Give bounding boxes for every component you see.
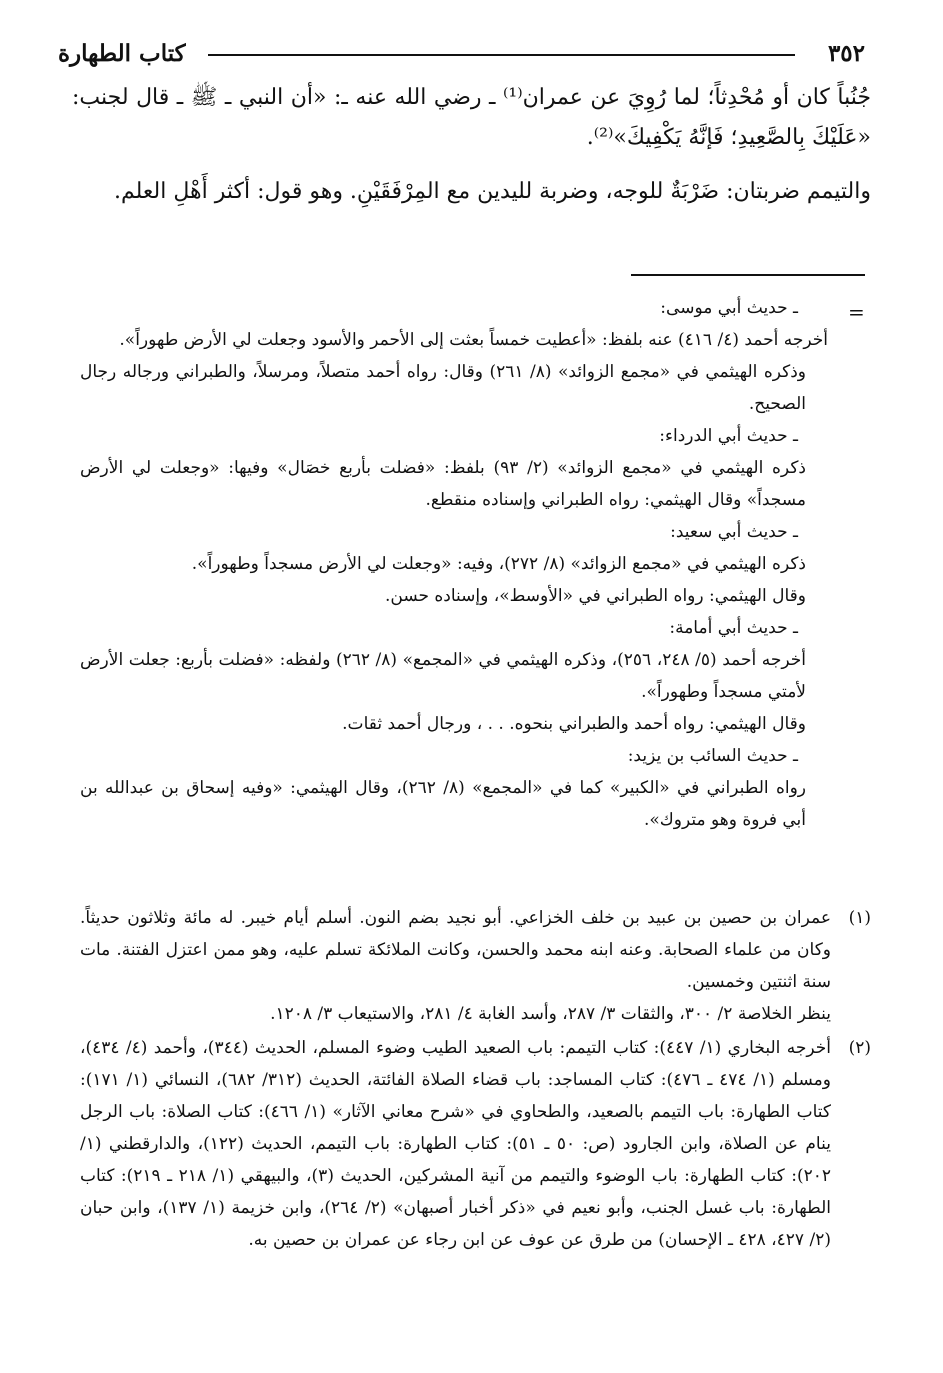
- footnote-references: ينظر الخلاصة ٢/ ٣٠٠، والثقات ٣/ ٢٨٧، وأسد الغابة ٤/ ٢٨١، والاستيعاب ٣/ ١٢٠٨.: [270, 1004, 831, 1024]
- footnote-subheading: ـ حديث أبي سعيد:: [670, 522, 798, 542]
- footnote-number: (٢): [848, 1038, 871, 1058]
- footnote-number: (١): [848, 908, 871, 928]
- footnote-text: عمران بن حصين بن عبيد بن خلف الخزاعي. أبو نجيد بضم النون. أسلم أيام خيبر. له مائة وثلاثون حديثاً. وكان من علماء الصحابة. وعنه ابنه محمد والحسن، وكانت الملائكة تسلم عليه، وهو ممن اعتزل الفتنة. مات سنة اثنتين وخمسين.: [80, 908, 831, 992]
- page-header: [58, 40, 865, 66]
- footnote-line: رواه الطبراني في «الكبير» كما في «المجمع» (٨/ ٢٦٢)، وقال الهيثمي: «وفيه إسحاق بن عبدالله بن أبي فروة وهو متروك».: [80, 778, 806, 830]
- footnote-2: [80, 1032, 871, 1256]
- footnote-separator: [631, 274, 865, 276]
- footnote-line: وقال الهيثمي: رواه أحمد والطبراني بنحوه. . . ، ورجال أحمد ثقات.: [342, 714, 806, 734]
- footnote-line: وقال الهيثمي: رواه الطبراني في «الأوسط»، وإسناده حسن.: [384, 586, 806, 606]
- header-rule: [208, 54, 795, 56]
- main-paragraph: جُنُباً كان أو مُحْدِثاً؛ لما رُوِيَ عن عمران⁽¹⁾ ـ رضي الله عنه ـ: «أن النبي ـ ﷺ ـ قال لجنب: «عَلَيْكَ بِالصَّعِيدِ؛ فَإنَّهُ يَكْفِيكَ»⁽²⁾.: [72, 85, 872, 150]
- main-paragraph: والتيمم ضربتان: ضَرْبَةٌ للوجه، وضربة لليدين مع المِرْفَقَيْنِ. وهو قول: أكثر أَهْلِ العلم.: [114, 179, 871, 204]
- footnote-continuation: [80, 292, 828, 836]
- footnote-text: أخرجه البخاري (١/ ٤٤٧): كتاب التيمم: باب الصعيد الطيب وضوء المسلم، الحديث (٣٤٤)، وأحمد (٤/ ٤٣٤)، ومسلم (١/ ٤٧٤ ـ ٤٧٦): كتاب المساجد: باب قضاء الصلاة الفائتة، الحديث (٣١٢/ ٦٨٢)، النسائي (١/ ١٧١): كتاب الطهارة: باب التيمم بالصعيد، والطحاوي في «شرح معاني الآثار» (١/ ٤٦٦): كتاب الصلاة: باب الرجل ينام عن الصلاة، وابن الجارود (ص: ٥٠ ـ ٥١): كتاب الطهارة: باب التيمم، الحديث (١٢٢)، والدارقطني (١/ ٢٠٢): كتاب الطهارة: باب الوضوء والتيمم من آنية المشركين، الحديث (٣)، والبيهقي (١/ ٢١٨ ـ ٢١٩): كتاب الطهارة: باب غسل الجنب، وأبو نعيم في «ذكر أخبار أصبهان» (٢/ ٢٦٤)، وابن خزيمة (١/ ١٣٧)، وابن حبان (٢/ ٤٢٧، ٤٢٨ ـ الإحسان) من طرق عن عوف عن ابن رجاء عن عمران بن حصين به.: [80, 1038, 832, 1250]
- continuation-marker: =: [848, 300, 865, 324]
- footnote-line: وذكره الهيثمي في «مجمع الزوائد» (٨/ ٢٦١) وقال: رواه أحمد متصلاً، ومرسلاً، والطبراني ورجاله رجال الصحيح.: [80, 362, 807, 414]
- footnote-line: أخرجه أحمد (٤/ ٤١٦) عنه بلفظ: «أعطيت خمساً بعثت إلى الأحمر والأسود وجعلت لي الأرض طهوراً».: [119, 330, 828, 350]
- footnote-subheading: ـ حديث أبي أمامة:: [669, 618, 798, 638]
- footnote-subheading: ـ حديث أبي الدرداء:: [659, 426, 798, 446]
- main-text: [72, 78, 871, 212]
- footnote-subheading: ـ حديث أبي موسى:: [660, 298, 798, 318]
- page-number: ٣٥٢: [827, 40, 865, 67]
- footnote-line: ذكره الهيثمي في «مجمع الزوائد» (٨/ ٢٧٢)، وفيه: «وجعلت لي الأرض مسجداً وطهوراً».: [191, 554, 806, 574]
- footnote-1: [80, 902, 871, 1030]
- footnote-line: ذكره الهيثمي في «مجمع الزوائد» (٢/ ٩٣) بلفظ: «فضلت بأربع خصَال» وفيها: «وجعلت لي الأرض مسجداً» وقال الهيثمي: رواه الطبراني وإسناده منقطع.: [80, 458, 806, 510]
- footnote-line: أخرجه أحمد (٥/ ٢٤٨، ٢٥٦)، وذكره الهيثمي في «المجمع» (٨/ ٢٦٢) ولفظه: «فضلت بأربع: جعلت الأرض لأمتي مسجداً وطهوراً».: [80, 650, 806, 702]
- footnote-subheading: ـ حديث السائب بن يزيد:: [627, 746, 798, 766]
- book-title: كتاب الطهارة: [58, 40, 186, 67]
